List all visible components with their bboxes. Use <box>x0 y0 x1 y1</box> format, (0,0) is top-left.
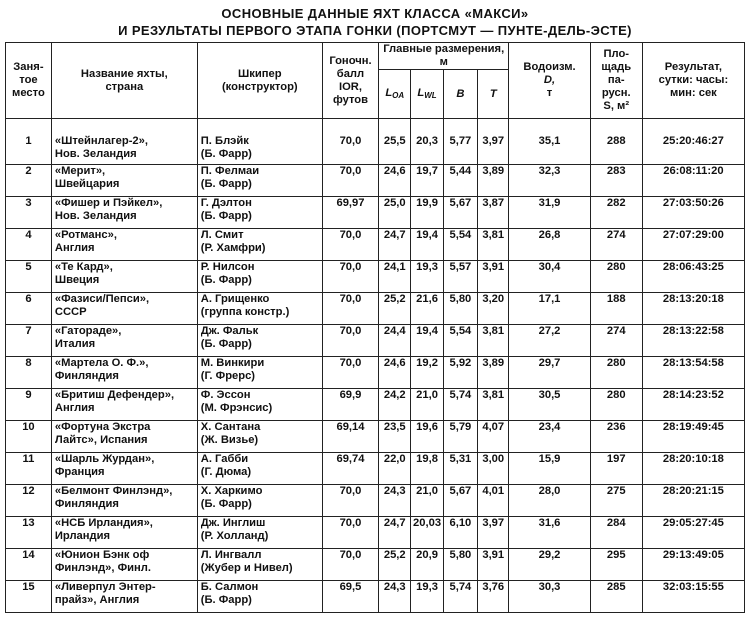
place-cell: 5 <box>6 261 52 293</box>
result-cell: 28:13:22:58 <box>642 325 744 357</box>
rating-cell: 70,0 <box>322 119 378 165</box>
yacht-name-cell: «Те Кард», Швеция <box>51 261 197 293</box>
rating-cell: 69,74 <box>322 453 378 485</box>
table-title-line-1: ОСНОВНЫЕ ДАННЫЕ ЯХТ КЛАССА «МАКСИ» <box>221 6 529 21</box>
table-row <box>6 389 745 421</box>
lwl-cell: 19,7 <box>411 165 443 197</box>
sail-area-cell: 280 <box>590 389 642 421</box>
table-row <box>6 293 745 325</box>
beam-cell: 5,80 <box>443 293 477 325</box>
sail-area-cell: 280 <box>590 357 642 389</box>
beam-cell: 5,57 <box>443 261 477 293</box>
beam-cell: 5,79 <box>443 421 477 453</box>
result-cell: 28:20:10:18 <box>642 453 744 485</box>
header-rating: Гоночн. балл IOR, футов <box>322 43 378 119</box>
table-row <box>6 261 745 293</box>
draft-cell: 3,81 <box>478 229 509 261</box>
draft-cell: 3,87 <box>478 197 509 229</box>
skipper-cell: А. Грищенко (группа констр.) <box>197 293 322 325</box>
draft-cell: 3,97 <box>478 517 509 549</box>
result-cell: 26:08:11:20 <box>642 165 744 197</box>
sail-area-cell: 197 <box>590 453 642 485</box>
beam-cell: 5,31 <box>443 453 477 485</box>
table-row <box>6 485 745 517</box>
result-cell: 27:07:29:00 <box>642 229 744 261</box>
displacement-cell: 26,8 <box>509 229 590 261</box>
header-loa: $L_{OA}$ <box>379 70 411 119</box>
sail-area-cell: 295 <box>590 549 642 581</box>
lwl-cell: 19,4 <box>411 325 443 357</box>
displacement-cell: 32,3 <box>509 165 590 197</box>
draft-cell: 3,91 <box>478 261 509 293</box>
place-cell: 8 <box>6 357 52 389</box>
table-row <box>6 165 745 197</box>
result-cell: 28:14:23:52 <box>642 389 744 421</box>
table-row <box>6 517 745 549</box>
displacement-cell: 29,2 <box>509 549 590 581</box>
yacht-name-cell: «Бритиш Дефендер», Англия <box>51 389 197 421</box>
skipper-cell: Ф. Эссон (М. Фрэнсис) <box>197 389 322 421</box>
skipper-cell: Дж. Инглиш (Р. Холланд) <box>197 517 322 549</box>
sail-area-cell: 285 <box>590 581 642 613</box>
displacement-cell: 30,4 <box>509 261 590 293</box>
displacement-cell: 27,2 <box>509 325 590 357</box>
loa-cell: 23,5 <box>379 421 411 453</box>
lwl-cell: 20,3 <box>411 119 443 165</box>
lwl-cell: 19,9 <box>411 197 443 229</box>
rating-cell: 70,0 <box>322 485 378 517</box>
result-cell: 28:20:21:15 <box>642 485 744 517</box>
place-cell: 15 <box>6 581 52 613</box>
table-header <box>6 43 745 119</box>
skipper-cell: Л. Смит (Р. Хамфри) <box>197 229 322 261</box>
loa-cell: 24,3 <box>379 485 411 517</box>
loa-cell: 25,0 <box>379 197 411 229</box>
table-row <box>6 229 745 261</box>
lwl-cell: 19,3 <box>411 581 443 613</box>
place-cell: 1 <box>6 119 52 165</box>
table-row <box>6 325 745 357</box>
loa-cell: 22,0 <box>379 453 411 485</box>
rating-cell: 70,0 <box>322 517 378 549</box>
draft-cell: 3,76 <box>478 581 509 613</box>
rating-cell: 70,0 <box>322 229 378 261</box>
displacement-cell: 29,7 <box>509 357 590 389</box>
lwl-cell: 19,2 <box>411 357 443 389</box>
rating-cell: 69,97 <box>322 197 378 229</box>
result-cell: 28:13:20:18 <box>642 293 744 325</box>
yacht-name-cell: «НСБ Ирландия», Ирландия <box>51 517 197 549</box>
yacht-name-cell: «Белмонт Финлэнд», Финляндия <box>51 485 197 517</box>
displacement-cell: 28,0 <box>509 485 590 517</box>
beam-cell: 5,74 <box>443 389 477 421</box>
sail-area-cell: 188 <box>590 293 642 325</box>
table-title-line-2: И РЕЗУЛЬТАТЫ ПЕРВОГО ЭТАПА ГОНКИ (ПОРТСМУТ — ПУНТЕ-ДЕЛЬ-ЭСТЕ) <box>118 23 632 38</box>
sail-area-cell: 274 <box>590 229 642 261</box>
skipper-cell: А. Габби (Г. Дюма) <box>197 453 322 485</box>
header-yacht-name: Название яхты, страна <box>51 43 197 119</box>
skipper-cell: П. Блэйк (Б. Фарр) <box>197 119 322 165</box>
lwl-cell: 19,8 <box>411 453 443 485</box>
lwl-cell: 19,4 <box>411 229 443 261</box>
skipper-cell: Дж. Фальк (Б. Фарр) <box>197 325 322 357</box>
displacement-cell: 35,1 <box>509 119 590 165</box>
loa-cell: 24,6 <box>379 165 411 197</box>
yacht-name-cell: «Гатораде», Италия <box>51 325 197 357</box>
header-skipper: Шкипер (конструктор) <box>197 43 322 119</box>
table-row <box>6 119 745 165</box>
displacement-cell: 31,6 <box>509 517 590 549</box>
place-cell: 14 <box>6 549 52 581</box>
displacement-cell: 30,3 <box>509 581 590 613</box>
yacht-name-cell: «Ротманс», Англия <box>51 229 197 261</box>
lwl-cell: 21,0 <box>411 485 443 517</box>
sail-area-cell: 282 <box>590 197 642 229</box>
displacement-cell: 31,9 <box>509 197 590 229</box>
rating-cell: 69,5 <box>322 581 378 613</box>
result-cell: 27:03:50:26 <box>642 197 744 229</box>
result-cell: 28:13:54:58 <box>642 357 744 389</box>
displacement-cell: 15,9 <box>509 453 590 485</box>
beam-cell: 5,44 <box>443 165 477 197</box>
displacement-cell: 30,5 <box>509 389 590 421</box>
rating-cell: 70,0 <box>322 325 378 357</box>
skipper-cell: Х. Сантана (Ж. Визье) <box>197 421 322 453</box>
header-displacement: Водоизм. D, т <box>509 43 590 119</box>
beam-cell: 6,10 <box>443 517 477 549</box>
loa-cell: 24,3 <box>379 581 411 613</box>
place-cell: 3 <box>6 197 52 229</box>
place-cell: 11 <box>6 453 52 485</box>
result-cell: 28:06:43:25 <box>642 261 744 293</box>
skipper-cell: Х. Харкимо (Б. Фарр) <box>197 485 322 517</box>
yacht-name-cell: «Фортуна Экстра Лайтс», Испания <box>51 421 197 453</box>
loa-cell: 24,7 <box>379 229 411 261</box>
sail-area-cell: 280 <box>590 261 642 293</box>
lwl-cell: 21,0 <box>411 389 443 421</box>
loa-cell: 24,1 <box>379 261 411 293</box>
place-cell: 12 <box>6 485 52 517</box>
header-draft: T <box>478 70 509 119</box>
loa-cell: 24,6 <box>379 357 411 389</box>
place-cell: 6 <box>6 293 52 325</box>
table-row <box>6 581 745 613</box>
result-cell: 32:03:15:55 <box>642 581 744 613</box>
draft-cell: 4,01 <box>478 485 509 517</box>
sail-area-cell: 288 <box>590 119 642 165</box>
place-cell: 9 <box>6 389 52 421</box>
rating-cell: 69,14 <box>322 421 378 453</box>
lwl-cell: 21,6 <box>411 293 443 325</box>
header-lwl: $L_{WL}$ <box>411 70 443 119</box>
place-cell: 4 <box>6 229 52 261</box>
beam-cell: 5,74 <box>443 581 477 613</box>
rating-cell: 70,0 <box>322 261 378 293</box>
lwl-cell: 19,6 <box>411 421 443 453</box>
lwl-cell: 19,3 <box>411 261 443 293</box>
table-body <box>6 119 745 613</box>
loa-cell: 24,2 <box>379 389 411 421</box>
sail-area-cell: 283 <box>590 165 642 197</box>
sail-area-cell: 284 <box>590 517 642 549</box>
rating-cell: 70,0 <box>322 357 378 389</box>
yacht-results-table <box>5 42 745 613</box>
yacht-name-cell: «Фазиси/Пепси», СССР <box>51 293 197 325</box>
draft-cell: 3,91 <box>478 549 509 581</box>
loa-cell: 24,4 <box>379 325 411 357</box>
draft-cell: 3,89 <box>478 165 509 197</box>
draft-cell: 4,07 <box>478 421 509 453</box>
rating-cell: 69,9 <box>322 389 378 421</box>
yacht-name-cell: «Штейнлагер-2», Нов. Зеландия <box>51 119 197 165</box>
place-cell: 13 <box>6 517 52 549</box>
table-row <box>6 453 745 485</box>
result-cell: 28:19:49:45 <box>642 421 744 453</box>
table-row <box>6 421 745 453</box>
table-row <box>6 197 745 229</box>
draft-cell: 3,89 <box>478 357 509 389</box>
beam-cell: 5,77 <box>443 119 477 165</box>
yacht-name-cell: «Юнион Бэнк оф Финлэнд», Финл. <box>51 549 197 581</box>
loa-cell: 25,2 <box>379 549 411 581</box>
skipper-cell: М. Винкири (Г. Фрерс) <box>197 357 322 389</box>
skipper-cell: П. Фелмаи (Б. Фарр) <box>197 165 322 197</box>
skipper-cell: Р. Нилсон (Б. Фарр) <box>197 261 322 293</box>
draft-cell: 3,97 <box>478 119 509 165</box>
displacement-cell: 17,1 <box>509 293 590 325</box>
rating-cell: 70,0 <box>322 293 378 325</box>
beam-cell: 5,54 <box>443 229 477 261</box>
sail-area-cell: 274 <box>590 325 642 357</box>
draft-cell: 3,81 <box>478 325 509 357</box>
skipper-cell: Л. Ингвалл (Жубер и Нивел) <box>197 549 322 581</box>
result-cell: 25:20:46:27 <box>642 119 744 165</box>
result-cell: 29:05:27:45 <box>642 517 744 549</box>
beam-cell: 5,67 <box>443 197 477 229</box>
header-main-dimensions: Главные размерения, м <box>379 43 509 70</box>
header-beam: B <box>443 70 477 119</box>
loa-cell: 25,5 <box>379 119 411 165</box>
rating-cell: 70,0 <box>322 549 378 581</box>
beam-cell: 5,54 <box>443 325 477 357</box>
table-row <box>6 549 745 581</box>
beam-cell: 5,67 <box>443 485 477 517</box>
draft-cell: 3,81 <box>478 389 509 421</box>
skipper-cell: Г. Дэлтон (Б. Фарр) <box>197 197 322 229</box>
yacht-name-cell: «Шарль Журдан», Франция <box>51 453 197 485</box>
header-place: Заня- тое место <box>6 43 52 119</box>
displacement-cell: 23,4 <box>509 421 590 453</box>
yacht-name-cell: «Фишер и Пэйкел», Нов. Зеландия <box>51 197 197 229</box>
beam-cell: 5,80 <box>443 549 477 581</box>
beam-cell: 5,92 <box>443 357 477 389</box>
place-cell: 7 <box>6 325 52 357</box>
place-cell: 2 <box>6 165 52 197</box>
yacht-name-cell: «Мартела О. Ф.», Финляндия <box>51 357 197 389</box>
header-result: Результат, сутки: часы: мин: сек <box>642 43 744 119</box>
yacht-name-cell: «Мерит», Швейцария <box>51 165 197 197</box>
table-row <box>6 357 745 389</box>
rating-cell: 70,0 <box>322 165 378 197</box>
header-sail-area: Пло- щадь па- русн. S, м² <box>590 43 642 119</box>
sail-area-cell: 275 <box>590 485 642 517</box>
sail-area-cell: 236 <box>590 421 642 453</box>
draft-cell: 3,00 <box>478 453 509 485</box>
yacht-name-cell: «Ливерпул Энтер- прайз», Англия <box>51 581 197 613</box>
loa-cell: 25,2 <box>379 293 411 325</box>
skipper-cell: Б. Салмон (Б. Фарр) <box>197 581 322 613</box>
lwl-cell: 20,9 <box>411 549 443 581</box>
lwl-cell: 20,03 <box>411 517 443 549</box>
place-cell: 10 <box>6 421 52 453</box>
result-cell: 29:13:49:05 <box>642 549 744 581</box>
loa-cell: 24,7 <box>379 517 411 549</box>
draft-cell: 3,20 <box>478 293 509 325</box>
